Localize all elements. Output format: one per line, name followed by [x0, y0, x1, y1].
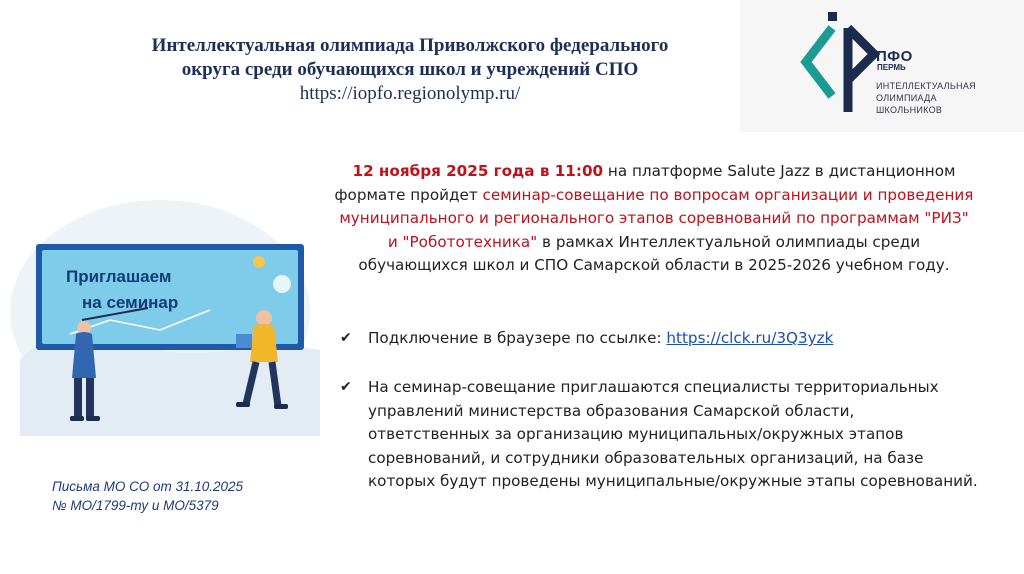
logo-city: ПЕРМЬ [877, 63, 906, 72]
announcement-event: семинар-совещание по вопросам организации и проведения муниципального и регионального этапов соревнований по программам "РИЗ" и "Робототехника" [339, 185, 974, 251]
page-title-line-2: округа среди обучающихся школ и учреждений СПО [181, 59, 639, 80]
checkmark-icon: ✔ [340, 330, 352, 346]
checkmark-icon: ✔ [340, 379, 352, 395]
announcement-date: 12 ноября 2025 года в 11:00 [352, 162, 604, 180]
bullet-invite [340, 376, 980, 494]
header-title-block [40, 34, 780, 106]
connect-link[interactable]: https://clck.ru/3Q3yzk [666, 329, 834, 347]
olympiad-url[interactable]: https://iopfo.regionolymp.ru/ [299, 83, 521, 104]
note-line-2: № МО/1799-ту и МО/5379 [52, 498, 219, 513]
board-line-2: на семинар [82, 293, 179, 312]
olympiad-logo [740, 0, 1024, 132]
note-line-1: Письма МО СО от 31.10.2025 [52, 479, 244, 494]
logo-sub-3: ШКОЛЬНИКОВ [876, 105, 943, 115]
seminar-illustration [10, 200, 330, 436]
logo-sub-1: ИНТЕЛЛЕКТУАЛЬНАЯ [876, 81, 976, 91]
connect-label: Подключение в браузере по ссылке: [368, 329, 667, 347]
bullet-connect-text [368, 327, 980, 351]
bullet-connect [340, 327, 980, 351]
logo-text [876, 48, 976, 115]
logo-brand: ПФО [876, 48, 913, 65]
bullet-invite-text: На семинар-совещание приглашаются специалисты территориальных управлений министерства образования Самарской области, ответственных за организацию муниципальных/окружных этапов соревнований, и сотрудники образовательных организаций, на базе которых будут проведены муниципальные/окружные этапы соревнований. [368, 378, 978, 490]
announcement-part-2: в рамках Интеллектуальной олимпиады среди обучающихся школ и СПО Самарской области в 2025-2026 учебном году. [358, 232, 950, 274]
letters-reference-note [52, 477, 312, 515]
logo-sub-2: ОЛИМПИАДА [876, 93, 937, 103]
seminar-illustration-image [10, 200, 330, 436]
page-title-line-1: Интеллектуальная олимпиада Приволжского федерального [151, 35, 669, 56]
announcement-part-1: на платформе Salute Jazz в дистанционном формате пройдет [334, 162, 956, 204]
announcement-text [334, 160, 974, 278]
board-line-1: Приглашаем [66, 267, 172, 286]
